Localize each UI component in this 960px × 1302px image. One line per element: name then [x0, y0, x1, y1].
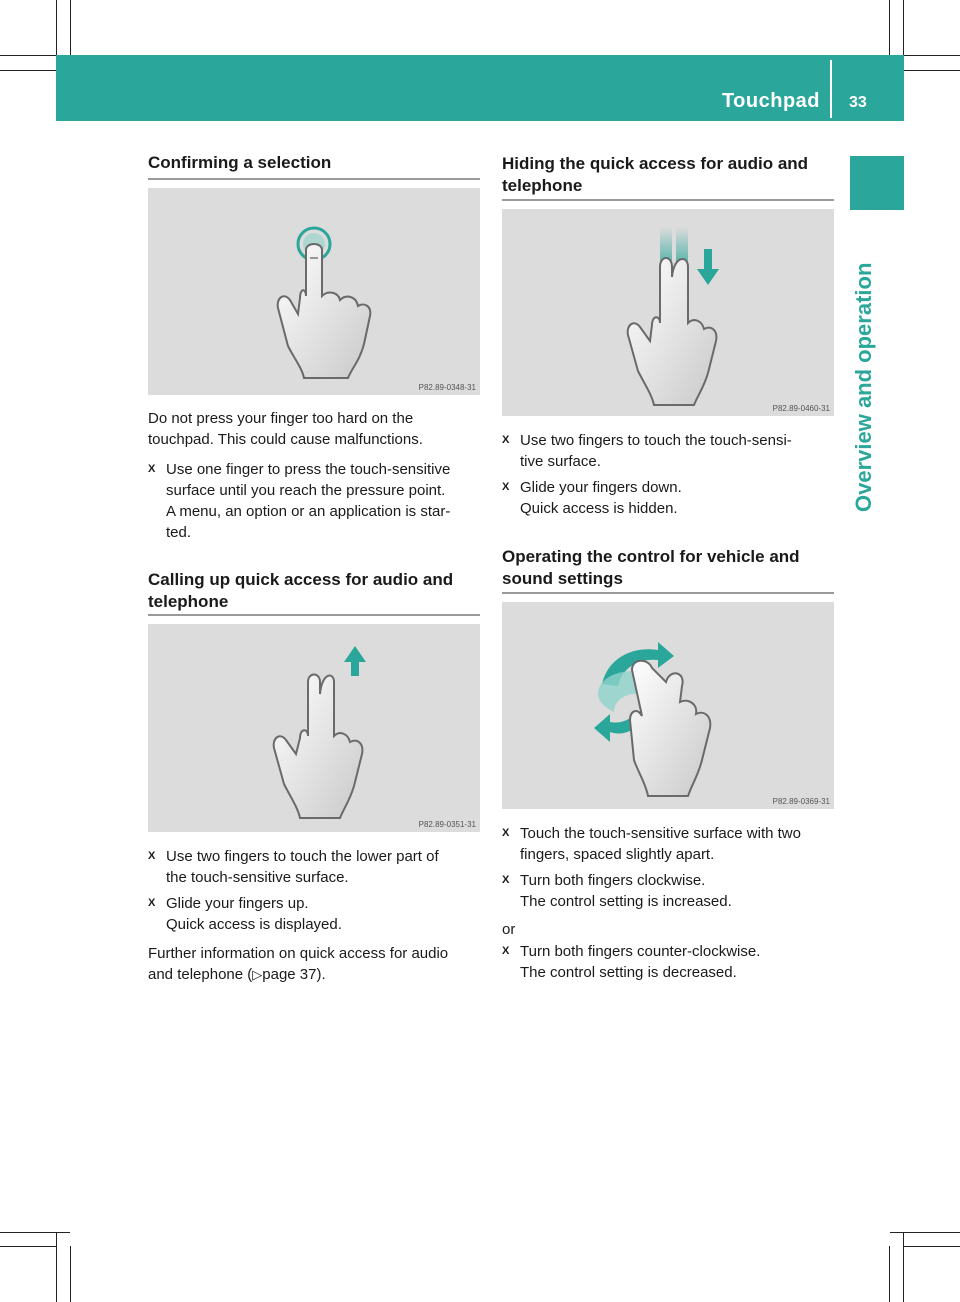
running-header-title: Touchpad [721, 90, 820, 112]
step-text [520, 430, 834, 472]
figure-code: P82.89-0351-31 [418, 820, 476, 829]
title-line: Operating the control for vehicle and [502, 547, 800, 566]
step-text [166, 893, 480, 935]
section-rule [502, 592, 834, 594]
bullet-x-icon: X [148, 850, 156, 862]
page-reference-arrow-icon: ▷ [252, 967, 263, 982]
crop-mark [903, 1232, 904, 1302]
section-title-operating [502, 546, 800, 590]
step-text [166, 846, 480, 888]
section-rule [148, 614, 480, 616]
figure-one-finger-press [148, 188, 480, 395]
chapter-side-label: Overview and operation [851, 262, 876, 512]
crop-mark [56, 1232, 57, 1302]
step-item [502, 941, 834, 983]
step-text [520, 941, 834, 983]
crop-mark [904, 1246, 960, 1247]
further-info-paragraph [148, 943, 480, 985]
step-item [148, 893, 480, 935]
text-line: Quick access is displayed. [166, 916, 342, 933]
text-fragment: and telephone ( [148, 966, 253, 983]
text-line: Use two fingers to touch the lower part of [166, 848, 439, 865]
bullet-x-icon: X [148, 463, 156, 475]
text-line: Touch the touch-sensitive surface with two [520, 825, 801, 842]
step-item [502, 823, 834, 865]
text-line: Glide your fingers down. [520, 479, 682, 496]
step-item [502, 477, 834, 519]
text-line: Use one finger to press the touch-sensitive [166, 461, 451, 478]
text-line: Glide your fingers up. [166, 895, 309, 912]
step-text [166, 459, 480, 543]
bullet-x-icon: X [502, 434, 510, 446]
title-line: telephone [148, 592, 229, 611]
text-line: fingers, spaced slightly apart. [520, 846, 715, 863]
crop-mark [0, 1232, 70, 1233]
step-item [148, 459, 480, 543]
text-line: The control setting is decreased. [520, 964, 737, 981]
text-line: surface until you reach the pressure point. [166, 482, 446, 499]
text-line: Turn both fingers counter-clockwise. [520, 943, 761, 960]
section-title-confirming: Confirming a selection [148, 153, 332, 172]
text-line: Further information on quick access for audio [148, 945, 449, 962]
crop-mark [889, 1246, 890, 1302]
crop-mark [904, 55, 960, 56]
crop-mark [890, 1232, 960, 1233]
crop-mark [70, 0, 71, 56]
header-separator [830, 60, 832, 118]
step-text [520, 477, 834, 519]
crop-mark [889, 0, 890, 56]
section-title-calling [148, 569, 453, 613]
figure-code: P82.89-0348-31 [418, 383, 476, 392]
text-line: The control setting is increased. [520, 893, 732, 910]
section-title-hiding [502, 153, 808, 197]
text-line: A menu, an option or an application is star- [166, 503, 451, 520]
bullet-x-icon: X [502, 945, 510, 957]
figure-code: P82.89-0369-31 [772, 797, 830, 806]
bullet-x-icon: X [502, 827, 510, 839]
page-number: 33 [849, 94, 867, 111]
section-rule [148, 178, 480, 180]
step-item [502, 870, 834, 912]
chapter-tab-block [850, 156, 904, 210]
intro-paragraph [148, 408, 480, 450]
text-line: Turn both fingers clockwise. [520, 872, 706, 889]
crop-mark [0, 55, 56, 56]
text-line: Use two fingers to touch the touch-sensi- [520, 432, 792, 449]
bullet-x-icon: X [502, 874, 510, 886]
text-line: touchpad. This could cause malfunctions. [148, 431, 423, 448]
title-line: Hiding the quick access for audio and [502, 154, 809, 173]
text-line: ted. [166, 524, 192, 541]
bullet-x-icon: X [502, 481, 510, 493]
step-item [148, 846, 480, 888]
or-text: or [502, 921, 516, 938]
text-line: the touch-sensitive surface. [166, 869, 349, 886]
crop-mark [0, 1246, 56, 1247]
step-item [502, 430, 834, 472]
title-line: sound settings [502, 569, 623, 588]
bullet-x-icon: X [148, 897, 156, 909]
figure-two-finger-swipe-down [502, 209, 834, 416]
figure-two-finger-rotate [502, 602, 834, 809]
section-rule [502, 199, 834, 201]
title-line: telephone [502, 176, 583, 195]
page-reference-link[interactable]: page 37). [262, 966, 326, 983]
figure-two-finger-swipe-up [148, 624, 480, 832]
step-text [520, 870, 834, 912]
text-line: Quick access is hidden. [520, 500, 678, 517]
crop-mark [70, 1246, 71, 1302]
text-line [148, 964, 480, 985]
text-line: tive surface. [520, 453, 601, 470]
text-line: Do not press your finger too hard on the [148, 410, 414, 427]
step-text [520, 823, 834, 865]
title-line: Calling up quick access for audio and [148, 570, 454, 589]
figure-code: P82.89-0460-31 [772, 404, 830, 413]
